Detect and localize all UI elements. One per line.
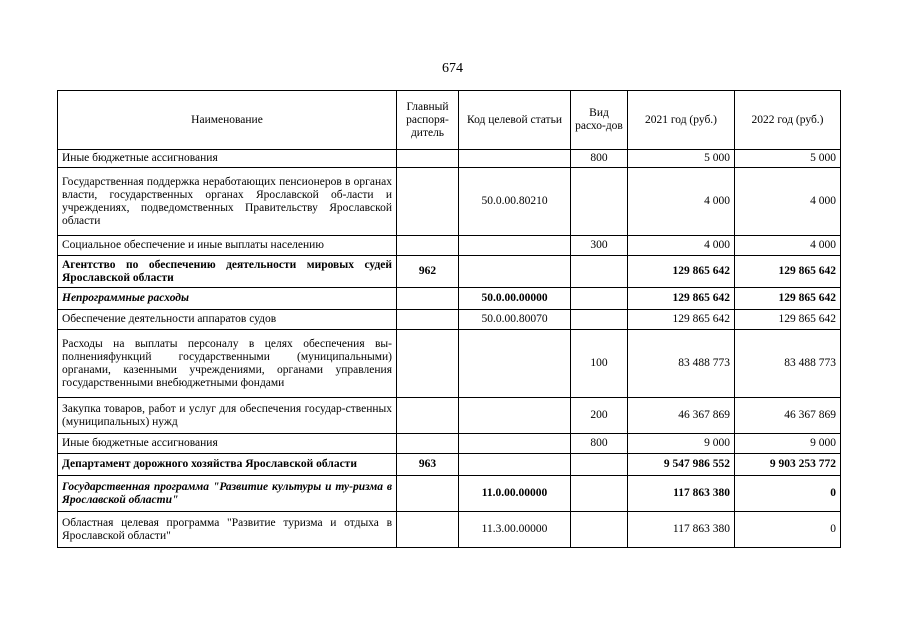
cell-2022: 129 865 642 — [735, 256, 841, 288]
cell-admin — [397, 150, 459, 168]
cell-2021: 83 488 773 — [628, 330, 735, 398]
cell-name — [58, 330, 397, 398]
table-row — [58, 512, 841, 548]
table-row — [58, 476, 841, 512]
table-body — [58, 150, 841, 548]
header-2022: 2022 год (руб.) — [735, 91, 841, 150]
cell-2021: 117 863 380 — [628, 476, 735, 512]
cell-2021: 129 865 642 — [628, 256, 735, 288]
cell-admin — [397, 434, 459, 454]
row-name-text: Непрограммные расходы — [62, 292, 189, 304]
cell-admin — [397, 330, 459, 398]
cell-code — [459, 330, 571, 398]
cell-name — [58, 236, 397, 256]
cell-code: 11.3.00.00000 — [459, 512, 571, 548]
row-name-text: Социальное обеспечение и иные выплаты населению — [62, 239, 324, 251]
row-name-text: Закупка товаров, работ и услуг для обеспечения государ-ственных (муниципальных) нужд — [62, 402, 392, 428]
table-row — [58, 434, 841, 454]
cell-2021: 129 865 642 — [628, 288, 735, 310]
cell-2022: 129 865 642 — [735, 310, 841, 330]
cell-code — [459, 454, 571, 476]
table-row — [58, 310, 841, 330]
cell-type — [571, 256, 628, 288]
table-row — [58, 150, 841, 168]
header-code: Код целевой статьи — [459, 91, 571, 150]
cell-admin — [397, 168, 459, 236]
cell-code: 11.0.00.00000 — [459, 476, 571, 512]
cell-2022: 4 000 — [735, 168, 841, 236]
cell-2021: 129 865 642 — [628, 310, 735, 330]
cell-admin: 962 — [397, 256, 459, 288]
cell-name — [58, 434, 397, 454]
table-row — [58, 168, 841, 236]
cell-code: 50.0.00.80210 — [459, 168, 571, 236]
cell-type — [571, 454, 628, 476]
row-name-text: Иные бюджетные ассигнования — [62, 437, 218, 449]
table-row — [58, 288, 841, 310]
row-name-text: Иные бюджетные ассигнования — [62, 152, 218, 164]
cell-name — [58, 256, 397, 288]
cell-type — [571, 310, 628, 330]
cell-name — [58, 512, 397, 548]
table-row — [58, 454, 841, 476]
cell-code — [459, 236, 571, 256]
cell-2021: 5 000 — [628, 150, 735, 168]
header-admin: Главный распоря-дитель — [397, 91, 459, 150]
cell-2022: 46 367 869 — [735, 398, 841, 434]
cell-2022: 0 — [735, 476, 841, 512]
cell-name — [58, 310, 397, 330]
cell-name — [58, 398, 397, 434]
cell-admin — [397, 288, 459, 310]
cell-admin — [397, 476, 459, 512]
cell-2021: 9 000 — [628, 434, 735, 454]
cell-type: 800 — [571, 434, 628, 454]
cell-type — [571, 288, 628, 310]
table-header — [58, 91, 841, 150]
cell-admin — [397, 236, 459, 256]
cell-code: 50.0.00.80070 — [459, 310, 571, 330]
cell-admin — [397, 512, 459, 548]
cell-code — [459, 434, 571, 454]
cell-type — [571, 476, 628, 512]
cell-admin — [397, 310, 459, 330]
row-name-text: Государственная программа "Развитие культуры и ту-ризма в Ярославской области" — [62, 480, 392, 506]
header-type: Вид расхо-дов — [571, 91, 628, 150]
cell-2022: 0 — [735, 512, 841, 548]
cell-type: 200 — [571, 398, 628, 434]
cell-name — [58, 150, 397, 168]
cell-code — [459, 150, 571, 168]
row-name-text: Обеспечение деятельности аппаратов судов — [62, 313, 277, 325]
cell-code — [459, 256, 571, 288]
cell-2021: 46 367 869 — [628, 398, 735, 434]
cell-2022: 9 903 253 772 — [735, 454, 841, 476]
cell-name — [58, 476, 397, 512]
cell-name — [58, 288, 397, 310]
cell-name — [58, 168, 397, 236]
row-name-text: Областная целевая программа "Развитие туризма и отдыха в Ярославской области" — [62, 516, 392, 542]
cell-2021: 4 000 — [628, 236, 735, 256]
cell-2021: 117 863 380 — [628, 512, 735, 548]
table-row — [58, 236, 841, 256]
header-2021: 2021 год (руб.) — [628, 91, 735, 150]
cell-code — [459, 398, 571, 434]
row-name-text: Департамент дорожного хозяйства Ярославской области — [62, 458, 357, 470]
cell-type: 300 — [571, 236, 628, 256]
cell-2022: 129 865 642 — [735, 288, 841, 310]
table-row — [58, 398, 841, 434]
cell-code: 50.0.00.00000 — [459, 288, 571, 310]
cell-2021: 4 000 — [628, 168, 735, 236]
cell-2021: 9 547 986 552 — [628, 454, 735, 476]
table-row — [58, 330, 841, 398]
cell-2022: 5 000 — [735, 150, 841, 168]
cell-type — [571, 512, 628, 548]
cell-type: 100 — [571, 330, 628, 398]
page-number: 674 — [442, 61, 463, 76]
cell-admin — [397, 398, 459, 434]
table-row — [58, 256, 841, 288]
cell-admin: 963 — [397, 454, 459, 476]
row-name-text: Государственная поддержка неработающих пенсионеров в органах власти, государственных органах Ярославской об-ласти и учреждениях, подведомственных Правительству Ярославской области — [62, 175, 392, 227]
cell-2022: 83 488 773 — [735, 330, 841, 398]
cell-2022: 4 000 — [735, 236, 841, 256]
cell-type: 800 — [571, 150, 628, 168]
cell-type — [571, 168, 628, 236]
header-name: Наименование — [58, 91, 397, 150]
cell-2022: 9 000 — [735, 434, 841, 454]
row-name-text: Расходы на выплаты персоналу в целях обеспечения вы-полненияфункций государственными (муниципальными) органами, казенными учреждениями, органами управления государственными внебюджетными фондами — [62, 337, 392, 389]
budget-table — [57, 90, 841, 548]
row-name-text: Агентство по обеспечению деятельности мировых судей Ярославской области — [62, 258, 392, 284]
cell-name — [58, 454, 397, 476]
